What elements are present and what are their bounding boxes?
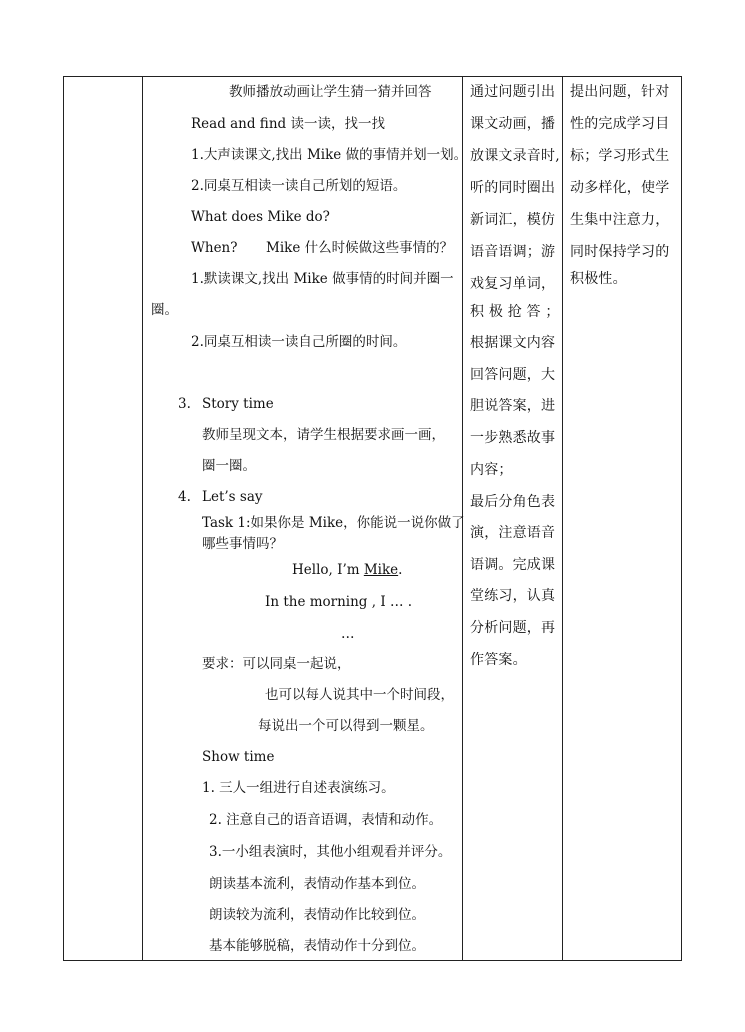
- procedure-line: 1. 三人一组进行自述表演练习。: [202, 780, 395, 796]
- procedure-line: 2. 注意自己的语音语调，表情和动作。: [209, 812, 443, 828]
- activity-line: 课文动画，播: [470, 116, 556, 132]
- intent-line: 提出问题，针对: [570, 84, 670, 100]
- intent-line: 性的完成学习目: [570, 116, 670, 132]
- procedure-line: 圈。: [151, 302, 178, 318]
- procedure-line: 教师呈现文本，请学生根据要求画一画，: [202, 427, 445, 443]
- procedure-line: 也可以每人说其中一个时间段，: [265, 687, 454, 703]
- activity-line: 堂练习，认真: [470, 588, 556, 604]
- activity-line: 语音语调；游: [470, 244, 556, 260]
- example-sentence: In the morning , I … .: [265, 594, 413, 610]
- table-left-border: [63, 76, 64, 961]
- intent-line: 积极性。: [570, 271, 627, 287]
- table-top-border: [63, 76, 682, 77]
- activity-line: 放课文录音时,: [470, 148, 560, 164]
- activity-line: 最后分角色表: [470, 494, 556, 510]
- step-heading: Let’s say: [202, 489, 263, 505]
- criteria-line: 朗读基本流利，表情动作基本到位。: [209, 876, 425, 892]
- activity-line: 通过问题引出: [470, 84, 556, 100]
- example-sentence: Hello, I’m Mike.: [292, 562, 403, 578]
- procedure-line: 要求：可以同桌一起说，: [202, 656, 351, 672]
- procedure-line: 每说出一个可以得到一颗星。: [258, 718, 434, 734]
- procedure-line: 1.默读课文,找出 Mike 做事情的时间并圈一: [191, 271, 454, 287]
- procedure-line: 哪些事情吗？: [202, 536, 283, 552]
- intent-line: 同时保持学习的: [570, 244, 670, 260]
- activity-line: 一步熟悉故事: [470, 430, 556, 446]
- activity-line: 积 极 抢 答 ；: [470, 304, 560, 320]
- intent-line: 生集中注意力，: [570, 212, 670, 228]
- procedure-line: Read and find 读一读，找一找: [191, 116, 385, 132]
- step-heading: Show time: [202, 749, 275, 765]
- criteria-line: 基本能够脱稿，表情动作十分到位。: [209, 938, 425, 954]
- activity-line: 回答问题，大: [470, 367, 556, 383]
- activity-line: 根据课文内容: [470, 335, 556, 351]
- table-right-border: [681, 76, 682, 961]
- procedure-line: 2.同桌互相读一读自己所划的短语。: [191, 178, 407, 194]
- column-divider-1: [142, 76, 143, 961]
- activity-line: 戏复习单词，: [470, 276, 556, 292]
- procedure-line: When?: [191, 240, 238, 256]
- activity-line: 作答案。: [470, 652, 527, 668]
- activity-line: 演，注意语音: [470, 525, 556, 541]
- activity-line: 内容；: [470, 462, 513, 478]
- intent-line: 动多样化，使学: [570, 180, 670, 196]
- procedure-line: Mike 什么时候做这些事情的？: [266, 240, 454, 256]
- procedure-line: 教师播放动画让学生猜一猜并回答: [229, 84, 432, 100]
- intent-line: 标；学习形式生: [570, 148, 670, 164]
- criteria-line: 朗读较为流利，表情动作比较到位。: [209, 907, 425, 923]
- activity-line: 听的同时圈出: [470, 180, 556, 196]
- procedure-line: 圈一圈。: [202, 458, 256, 474]
- activity-line: 分析问题，再: [470, 620, 556, 636]
- step-heading: Story time: [202, 396, 274, 412]
- procedure-line: Task 1:如果你是 Mike，你能说一说你做了: [202, 515, 465, 531]
- table-bottom-border: [63, 960, 682, 961]
- activity-line: 新词汇，模仿: [470, 212, 556, 228]
- procedure-line: 2.同桌互相读一读自己所圈的时间。: [191, 334, 407, 350]
- column-divider-3: [562, 76, 563, 961]
- activity-line: 语调。完成课: [470, 557, 556, 573]
- procedure-line: 3.一小组表演时，其他小组观看并评分。: [209, 844, 452, 860]
- procedure-line: What does Mike do?: [191, 209, 330, 225]
- activity-line: 胆说答案，进: [470, 398, 556, 414]
- step-number: 3.: [178, 396, 191, 412]
- ellipsis: …: [341, 626, 355, 642]
- step-number: 4.: [178, 489, 191, 505]
- procedure-line: 1.大声读课文,找出 Mike 做的事情并划一划。: [191, 147, 468, 163]
